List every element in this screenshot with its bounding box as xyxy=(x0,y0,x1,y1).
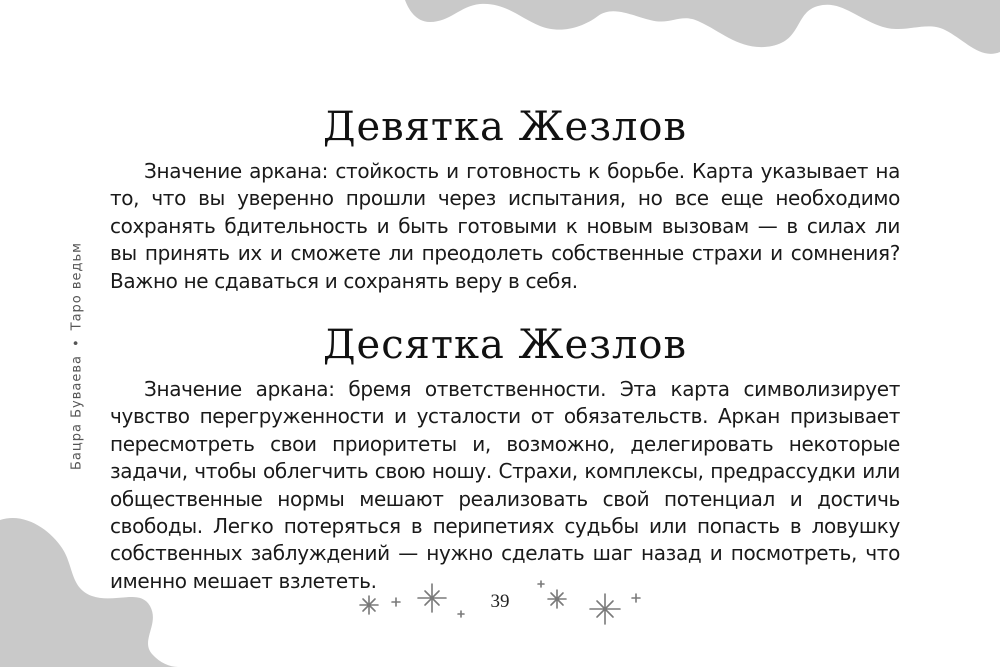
section-title: Десятка Жезлов xyxy=(323,322,687,368)
section-body: Значение аркана: стойкость и готовность к борьбе. Карта указывает на то, что вы уверенно прошли через испытания, но все еще необходимо сохранять бдительность и быть готовыми к новым вызовам — в силах ли вы принять их и сможете ли преодолеть собственные страхи и сомнения? Важно не сдаваться и сохранять веру в себя. xyxy=(110,159,900,293)
plus-star-icon xyxy=(538,581,544,587)
page-number: 39 xyxy=(490,591,510,612)
section-nine-of-wands xyxy=(110,100,900,295)
section-title: Девятка Жезлов xyxy=(322,104,688,150)
separator-dot: • xyxy=(69,338,85,348)
top-right-cloud-blob xyxy=(405,0,1000,54)
section-body: Значение аркана: бремя ответственности. Эта карта символизирует чувство перегруженности и усталости от обязательств. Аркан призывает пересмотреть свои приоритеты и, возможно, делегировать некоторые задачи, чтобы облегчить свою ношу. Страхи, комплексы, предрассудки или общественные нормы мешают реализовать свой потенциал и достичь свободы. Легко потеряться в перипетиях судьбы или попасть в ловушку собственных заблуждений — нужно сделать шаг назад и посмотреть, что именно мешает взлететь. xyxy=(110,377,900,593)
running-header-vertical xyxy=(70,242,85,470)
book-title: Таро ведьм xyxy=(69,242,85,331)
section-ten-of-wands xyxy=(110,318,900,595)
book-author: Бацра Буваева xyxy=(69,355,85,470)
